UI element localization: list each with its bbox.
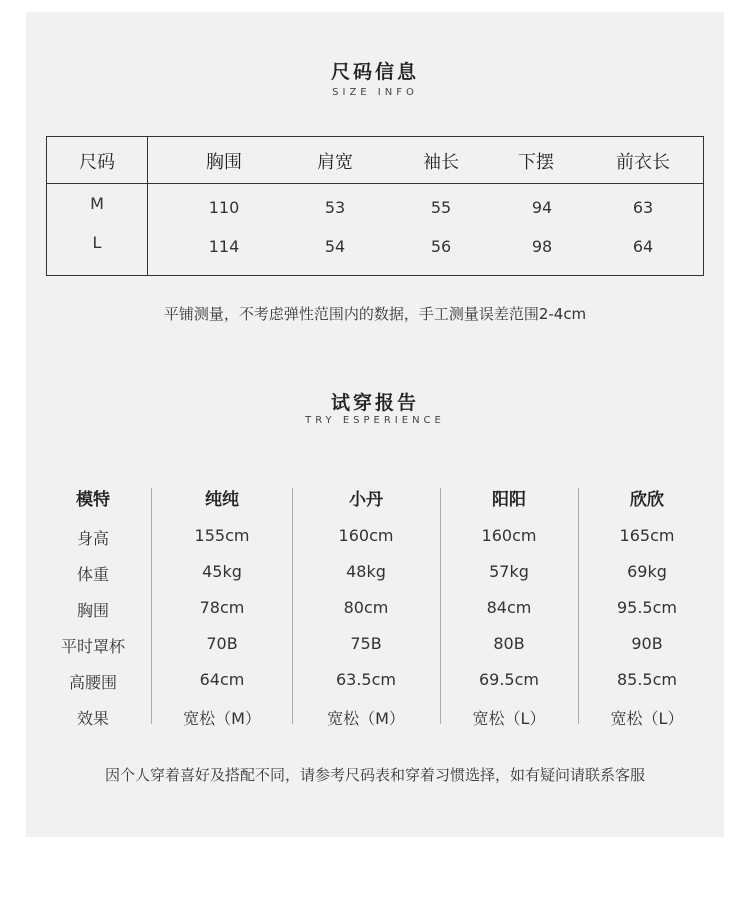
- try-cell: 宽松（M）: [183, 709, 261, 728]
- try-cell: 160cm: [338, 526, 394, 545]
- try-cell: 63.5cm: [335, 670, 396, 689]
- size-cell: 63: [632, 198, 654, 217]
- size-table-column-divider: [147, 137, 148, 275]
- try-header-model-4: 欣欣: [630, 490, 664, 510]
- try-report-title: 试穿报告: [330, 392, 419, 414]
- size-cell: 56: [430, 237, 452, 256]
- try-cell: 90B: [631, 634, 663, 653]
- try-header-model-2: 小丹: [349, 490, 383, 510]
- try-cell: 95.5cm: [616, 598, 677, 617]
- size-header-chest: 胸围: [206, 152, 242, 173]
- try-header-model-1: 纯纯: [205, 490, 239, 510]
- try-cell: 165cm: [619, 526, 675, 545]
- size-info-title: 尺码信息: [330, 61, 419, 83]
- try-row-label: 胸围: [76, 601, 109, 620]
- size-header-shoulder: 肩宽: [317, 152, 353, 173]
- try-cell: 160cm: [481, 526, 537, 545]
- try-cell: 155cm: [194, 526, 250, 545]
- try-header-model: 模特: [76, 490, 110, 510]
- try-cell: 48kg: [346, 562, 386, 581]
- column-separator: [440, 488, 441, 724]
- size-header-sleeve: 袖长: [423, 152, 459, 173]
- try-cell: 57kg: [489, 562, 529, 581]
- size-cell: 94: [531, 198, 553, 217]
- try-cell: 69.5cm: [478, 670, 539, 689]
- try-header-model-3: 阳阳: [492, 490, 526, 510]
- try-cell: 78cm: [199, 598, 245, 617]
- size-cell: M: [90, 194, 104, 213]
- size-info-subtitle: SIZE INFO: [332, 87, 418, 98]
- size-header-front-length: 前衣长: [616, 152, 670, 173]
- try-cell: 宽松（M）: [327, 709, 405, 728]
- try-report-note: 因个人穿着喜好及搭配不同，请参考尺码表和穿着习惯选择，如有疑问请联系客服: [104, 766, 645, 784]
- try-row-label: 平时罩杯: [60, 637, 125, 656]
- try-cell: 75B: [350, 634, 382, 653]
- try-cell: 45kg: [202, 562, 242, 581]
- column-separator: [292, 488, 293, 724]
- try-cell: 85.5cm: [616, 670, 677, 689]
- size-header-size: 尺码: [79, 152, 115, 173]
- try-row-label: 效果: [76, 709, 109, 728]
- try-cell: 宽松（L）: [610, 709, 684, 728]
- try-cell: 64cm: [199, 670, 245, 689]
- try-cell: 宽松（L）: [472, 709, 546, 728]
- try-cell: 84cm: [486, 598, 532, 617]
- size-header-hem: 下摆: [518, 152, 554, 173]
- column-separator: [578, 488, 579, 724]
- size-cell: 54: [324, 237, 346, 256]
- size-cell: 53: [324, 198, 346, 217]
- size-table-header-divider: [47, 183, 703, 184]
- try-row-label: 体重: [76, 565, 109, 584]
- size-cell: 114: [208, 237, 240, 256]
- size-cell: 64: [632, 237, 654, 256]
- size-measure-note: 平铺测量，不考虑弹性范围内的数据，手工测量误差范围2-4cm: [163, 305, 587, 323]
- size-cell: 110: [208, 198, 240, 217]
- size-cell: 55: [430, 198, 452, 217]
- try-row-label: 身高: [76, 529, 109, 548]
- try-cell: 70B: [206, 634, 238, 653]
- try-cell: 80cm: [343, 598, 389, 617]
- try-row-label: 高腰围: [68, 673, 117, 692]
- try-cell: 80B: [493, 634, 525, 653]
- size-cell: 98: [531, 237, 553, 256]
- size-cell: L: [92, 233, 102, 252]
- try-report-subtitle: TRY ESPERIENCE: [305, 415, 445, 426]
- try-cell: 69kg: [627, 562, 667, 581]
